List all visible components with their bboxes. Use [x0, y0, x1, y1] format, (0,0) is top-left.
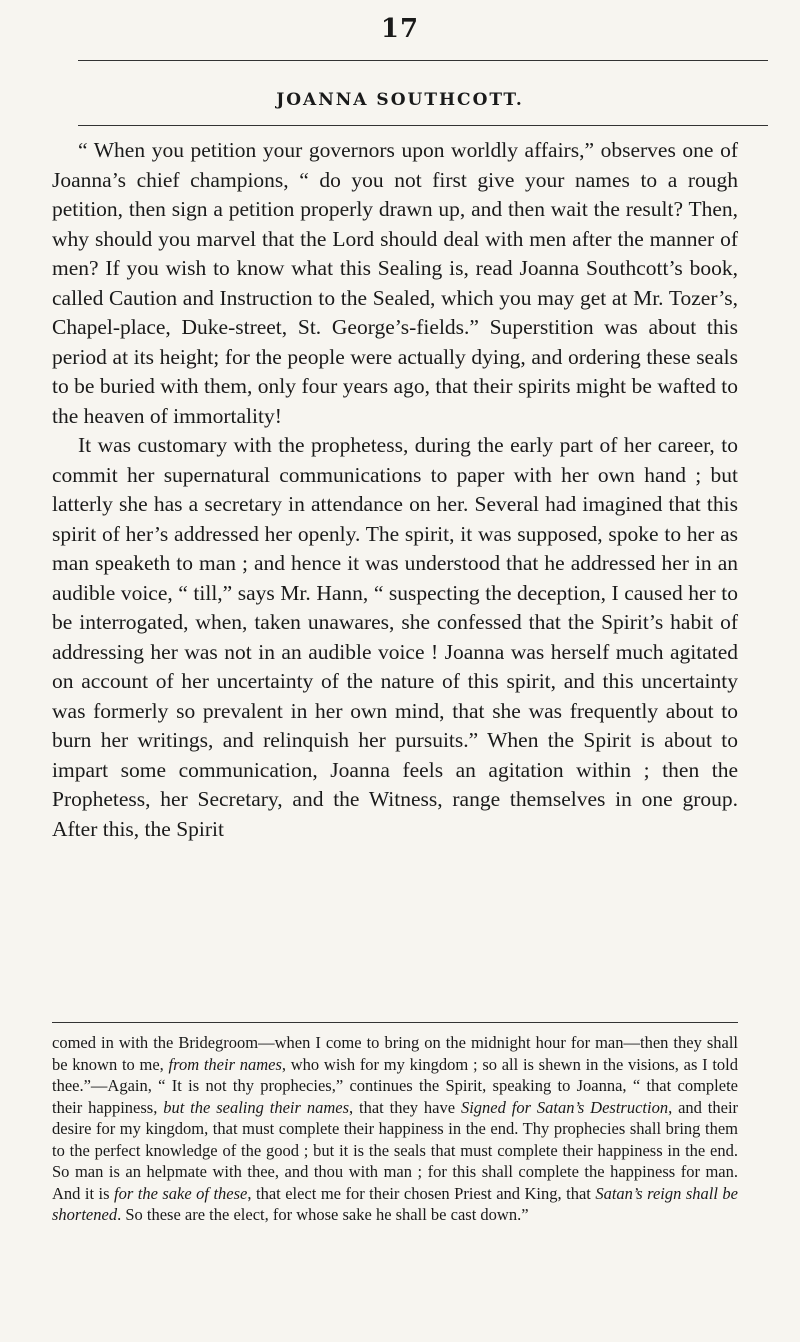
footnote-italic-5: Satan’s reign shall be shortened: [52, 1183, 739, 1224]
page-number: 17: [380, 14, 420, 44]
footnote-text-6: . So these are the elect, for whose sake he shall be cast down.”: [117, 1205, 529, 1224]
footnote-italic-2: but the sealing their names: [163, 1097, 349, 1117]
footnote-italic-3: Signed for Satan’s Destruction: [460, 1097, 669, 1117]
footnote-text-2: , who wish for my kingdom ; so all is shewn in the visions, as I told thee.”—Again, “ It is not thy prophecies,” continues the Spirit, speaking to Joanna, “ that complete their happiness,: [52, 1054, 739, 1117]
footnote-text-3: , that they have: [349, 1097, 461, 1117]
top-rule: [78, 60, 768, 61]
footnote-rule: [52, 1022, 738, 1023]
body-text: [52, 136, 738, 844]
footnote-text-4: , and their desire for my kingdom, that must complete their happiness in the end. Thy prophecies shall bring them to the perfect knowledge of the good ; but it is the seals that must complete their happiness in the end. So man is an helpmate with thee, and thou with man ; for this shall complete the happiness for man. And it is: [52, 1097, 739, 1203]
running-head: JOANNA SOUTHCOTT.: [276, 90, 524, 110]
footnote-paragraph: [52, 1032, 738, 1226]
footnote-italic-1: from their names: [168, 1054, 282, 1074]
footnote: [52, 1032, 738, 1226]
footnote-text-1: comed in with the Bridegroom—when I come to bring on the midnight hour for man—then they shall be known to me,: [52, 1033, 738, 1074]
footnote-text-5: , that elect me for their chosen Priest and King, that: [247, 1183, 596, 1203]
body-paragraph-1: “ When you petition your governors upon worldly affairs,” observes one of Joanna’s chief champions, “ do you not first give your names to a rough petition, then sign a petition properly drawn up, and then wait the result? Then, why should you marvel that the Lord should deal with men after the manner of men? If you wish to know what this Sealing is, read Joanna Southcott’s book, called Caution and Instruction to the Sealed, which you may get at Mr. Tozer’s, Chapel-place, Duke-street, St. George’s-fields.” Superstition was about this period at its height; for the people were actually dying, and ordering these seals to be buried with them, only four years ago, that their spirits might be wafted to the heaven of immortality!: [52, 138, 738, 428]
header-rule: [78, 125, 768, 126]
footnote-italic-4: for the sake of these: [114, 1183, 248, 1203]
body-paragraph-2: It was customary with the prophetess, during the early part of her career, to commit her supernatural communications to paper with her own hand ; but latterly she has a secretary in attendance on her. Several had imagined that this spirit of her’s addressed her openly. The spirit, it was supposed, spoke to her as man speaketh to man ; and hence it was understood that he addressed her in an audible voice, “ till,” says Mr. Hann, “ suspecting the deception, I caused her to be interrogated, when, taken unawares, she confessed that the Spirit’s habit of addressing her was not in an audible voice ! Joanna was herself much agitated on account of her uncertainty of the nature of this spirit, and this uncertainty was formerly so prevalent in her own mind, that she was frequently about to burn her writings, and relinquish her pursuits.” When the Spirit is about to impart some communication, Joanna feels an agitation within ; then the Prophetess, her Secretary, and the Witness, range themselves in one group. After this, the Spirit: [52, 433, 738, 841]
